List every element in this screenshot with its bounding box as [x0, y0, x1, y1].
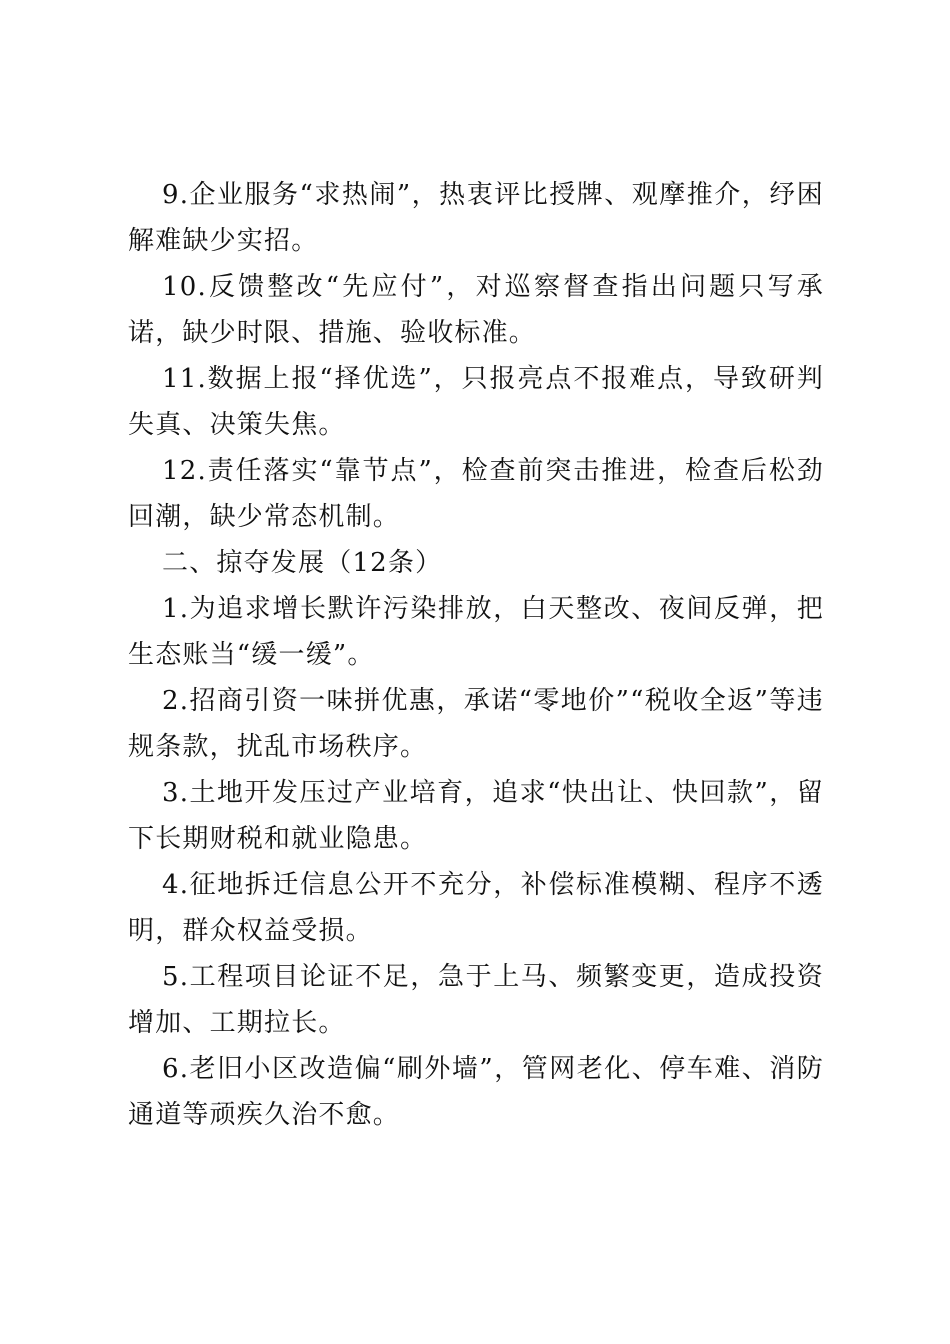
list-item-1: 1.为追求增长默许污染排放，白天整改、夜间反弹，把生态账当“缓一缓”。 [128, 594, 824, 670]
list-item-5: 5.工程项目论证不足，急于上马、频繁变更，造成投资增加、工期拉长。 [128, 962, 824, 1038]
list-item-2: 2.招商引资一味拼优惠，承诺“零地价”“税收全返”等违规条款，扰乱市场秩序。 [128, 686, 824, 762]
document-body [128, 172, 824, 1138]
list-item-6: 6.老旧小区改造偏“刷外墙”，管网老化、停车难、消防通道等顽疾久治不愈。 [128, 1054, 824, 1130]
list-item-3: 3.土地开发压过产业培育，追求“快出让、快回款”，留下长期财税和就业隐患。 [128, 778, 824, 854]
list-item-11: 11.数据上报“择优选”，只报亮点不报难点，导致研判失真、决策失焦。 [128, 364, 824, 440]
list-item-9: 9.企业服务“求热闹”，热衷评比授牌、观摩推介，纾困解难缺少实招。 [128, 180, 824, 256]
list-item-10: 10.反馈整改“先应付”，对巡察督查指出问题只写承诺，缺少时限、措施、验收标准。 [128, 272, 824, 348]
list-item-4: 4.征地拆迁信息公开不充分，补偿标准模糊、程序不透明，群众权益受损。 [128, 870, 824, 946]
section-heading: 二、掠夺发展（12条） [162, 548, 443, 578]
list-item-12: 12.责任落实“靠节点”，检查前突击推进，检查后松劲回潮，缺少常态机制。 [128, 456, 824, 532]
